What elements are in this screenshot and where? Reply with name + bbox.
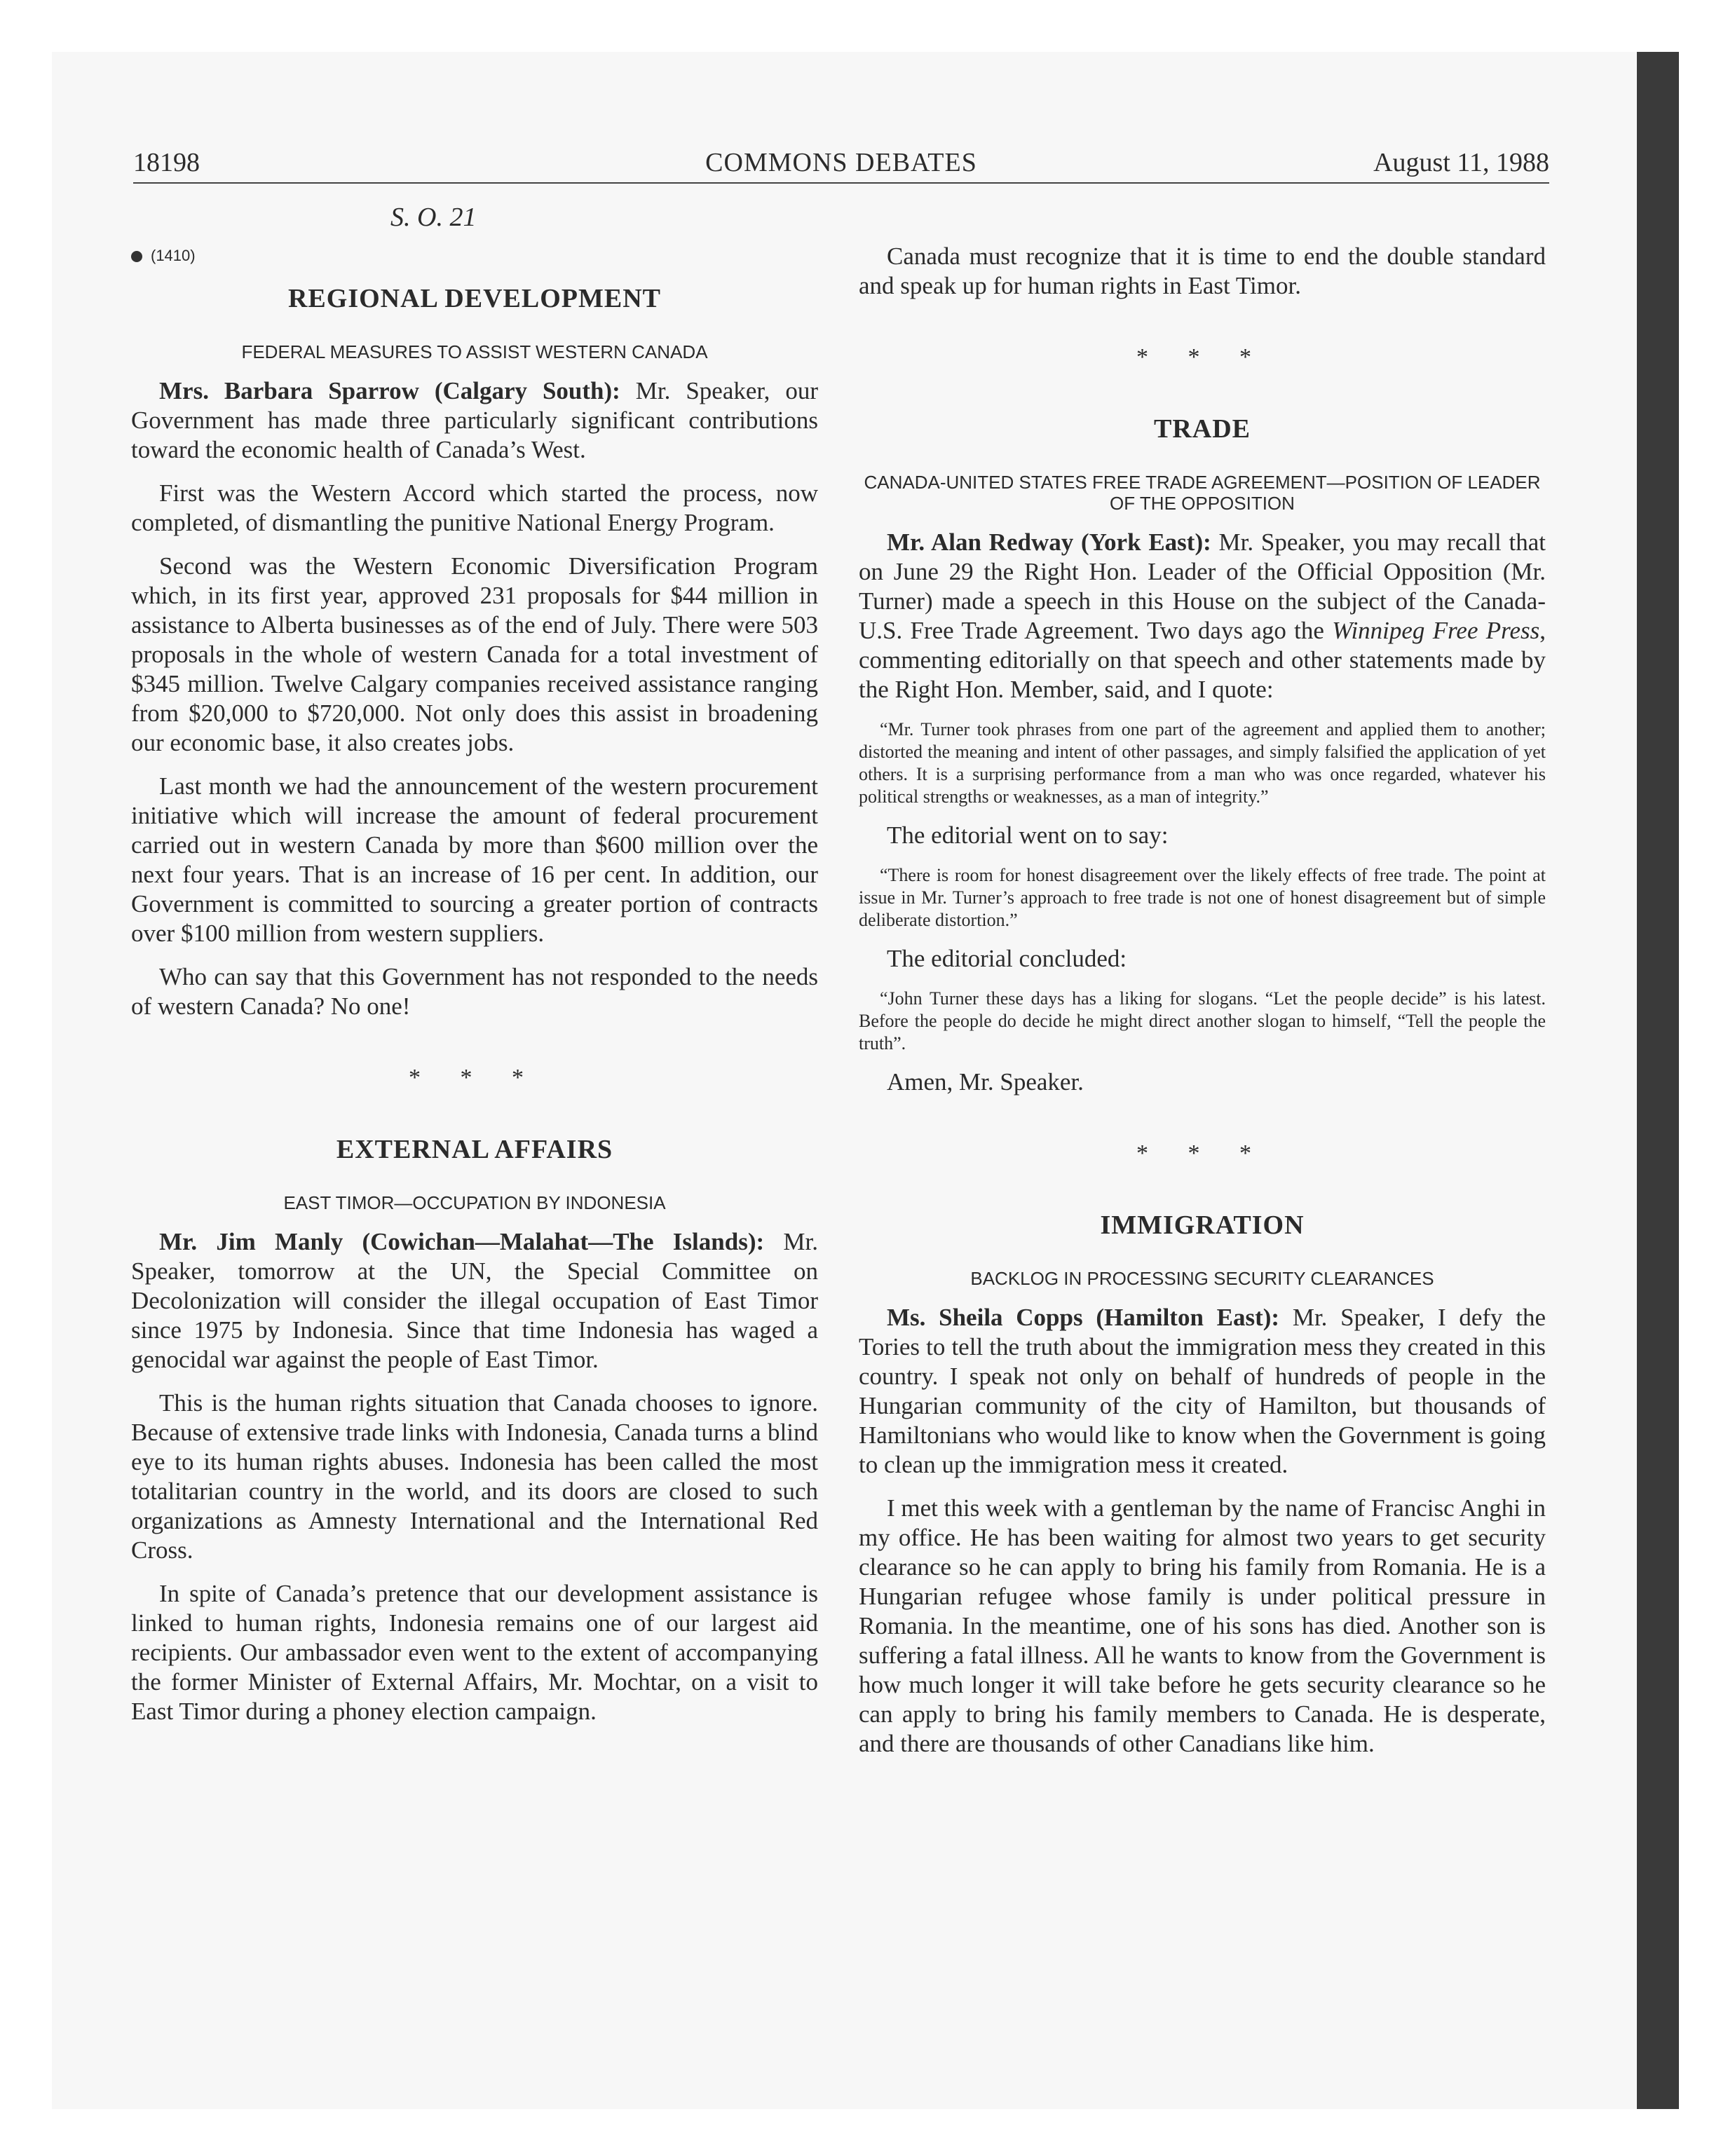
paragraph: Who can say that this Government has not responded to the needs of western Canada? No one! — [131, 963, 818, 1020]
paragraph: The editorial concluded: — [887, 945, 1127, 972]
time-stamp: (1410) — [151, 247, 196, 264]
section-separator: * * * — [409, 1065, 540, 1091]
quotation: “John Turner these days has a liking for slogans. “Let the people decide” is his latest. Before the people do decide he might direct another slogan to himself, “Tell the people the truth”. — [859, 988, 1546, 1053]
standing-order: S. O. 21 — [390, 203, 477, 232]
section-separator: * * * — [1136, 344, 1268, 370]
speaker-name: Mrs. Barbara Sparrow (Calgary South): — [159, 377, 620, 404]
time-stamp-row — [131, 242, 818, 270]
paragraph: I met this week with a gentleman by the name of Francisc Anghi in my office. He has been waiting for almost two years to get security clearance so he can apply to bring his family from Romania. He is a Hungarian refugee whose family is under political pressure in Romania. In the meantime, one of his sons has died. Another son is suffering a fatal illness. All he wants to know from the Government is how much longer it will take before he gets security clearance so he can apply to bring his family members to Canada. He is desperate, and there are thousands of other Canadians like him. — [859, 1494, 1546, 1757]
paragraph: First was the Western Accord which started the process, now completed, of dismantling the punitive National Energy Program. — [131, 479, 818, 536]
paragraph: Mr. Alan Redway (York East): Mr. Speaker, you may recall that on June 29 the Right Hon. Leader of the Official Opposition (Mr. Turner) made a speech in this House on the subject of the Canada-U.S. Free Trade Agreement. Two days ago the Winnipeg Free Press, commenting editorially on that speech and other statements made by the Right Hon. Member, said, and I quote: — [859, 528, 1546, 703]
section-heading-regional-development: REGIONAL DEVELOPMENT — [287, 284, 662, 313]
paragraph: Amen, Mr. Speaker. — [887, 1068, 1084, 1096]
paragraph: In spite of Canada’s pretence that our development assistance is linked to human rights, Indonesia remains one of our largest aid recipients. Our ambassador even went to the extent of accompanying the former Minister of External Affairs, Mr. Mochtar, on a visit to East Timor during a phoney election campaign. — [131, 1580, 818, 1725]
page-header — [133, 147, 1549, 181]
quotation: “There is room for honest disagreement over the likely effects of free trade. The point at issue in Mr. Turner’s approach to free trade is not one of honest disagreement but of simple deliberate distortion.” — [859, 865, 1546, 930]
section-subheading: CANADA-UNITED STATES FREE TRADE AGREEMENT—POSITION OF LEADER OF THE OPPOSITION — [864, 472, 1541, 514]
section-subheading: BACKLOG IN PROCESSING SECURITY CLEARANCES — [970, 1268, 1434, 1289]
speaker-name: Ms. Sheila Copps (Hamilton East): — [887, 1304, 1280, 1331]
left-column — [131, 200, 818, 1740]
publication-title: COMMONS DEBATES — [705, 148, 977, 177]
paragraph: Second was the Western Economic Diversification Program which, in its first year, approved 231 proposals for $44 million in assistance to Alberta businesses as of the end of July. There were 503 proposals in the whole of western Canada for a total investment of $345 million. Twelve Calgary companies received assistance ranging from $20,000 to $720,000. Not only does this assist in broadening our economic base, it also creates jobs. — [131, 552, 818, 756]
paragraph: Mr. Jim Manly (Cowichan—Malahat—The Islands): Mr. Speaker, tomorrow at the UN, the Special Committee on Decolonization will consider the illegal occupation of East Timor since 1975 by Indonesia. Since that time Indonesia has waged a genocidal war against the people of East Timor. — [131, 1228, 818, 1373]
section-heading-trade: TRADE — [1153, 414, 1251, 444]
paragraph: The editorial went on to say: — [887, 821, 1169, 849]
section-heading-immigration: IMMIGRATION — [1100, 1210, 1305, 1240]
paragraph: Last month we had the announcement of the western procurement initiative which will increase the amount of federal procurement carried out in western Canada by more than $600 million over the next four years. That is an increase of 16 per cent. In addition, our Government is committed to sourcing a greater portion of contracts over $100 million from western suppliers. — [131, 772, 818, 947]
newspaper-title: Winnipeg Free Press — [1332, 617, 1540, 644]
paragraph: Mrs. Barbara Sparrow (Calgary South): Mr. Speaker, our Government has made three particularly significant contributions toward the economic health of Canada’s West. — [131, 377, 819, 463]
speaker-name: Mr. Jim Manly (Cowichan—Malahat—The Islands): — [159, 1228, 765, 1255]
paragraph: Canada must recognize that it is time to end the double standard and speak up for human rights in East Timor. — [859, 243, 1546, 299]
section-separator: * * * — [1136, 1140, 1268, 1166]
header-rule — [133, 182, 1549, 184]
section-subheading: FEDERAL MEASURES TO ASSIST WESTERN CANADA — [241, 341, 708, 362]
right-column — [859, 200, 1546, 1773]
page-number: 18198 — [133, 148, 200, 177]
quotation: “Mr. Turner took phrases from one part of the agreement and applied them to another; distorted the meaning and intent of other passages, and simply falsified the application of yet others. It is a surprising performance from a man who was once regarded, whatever his political strengths or weaknesses, as a man of integrity.” — [859, 719, 1546, 807]
paragraph: This is the human rights situation that Canada chooses to ignore. Because of extensive trade links with Indonesia, Canada turns a blind eye to its human rights abuses. Indonesia has been called the most totalitarian country in the world, and its doors are closed to such organizations as Amnesty International and the International Red Cross. — [131, 1389, 818, 1564]
column-top-spacer — [859, 200, 1546, 242]
scan-edge-bar — [1637, 52, 1679, 2109]
speaker-name: Mr. Alan Redway (York East): — [887, 528, 1211, 556]
bullet-icon — [131, 251, 142, 262]
section-heading-external-affairs: EXTERNAL AFFAIRS — [336, 1135, 613, 1164]
publication-date: August 11, 1988 — [1373, 148, 1549, 177]
paragraph: Ms. Sheila Copps (Hamilton East): Mr. Speaker, I defy the Tories to tell the truth about the immigration mess they created in this country. I speak not only on behalf of hundreds of people in the Hungarian community of the city of Hamilton, but thousands of Hamiltonians who would like to know when the Government is going to clean up the immigration mess it created. — [859, 1304, 1546, 1478]
section-subheading: EAST TIMOR—OCCUPATION BY INDONESIA — [283, 1192, 666, 1213]
